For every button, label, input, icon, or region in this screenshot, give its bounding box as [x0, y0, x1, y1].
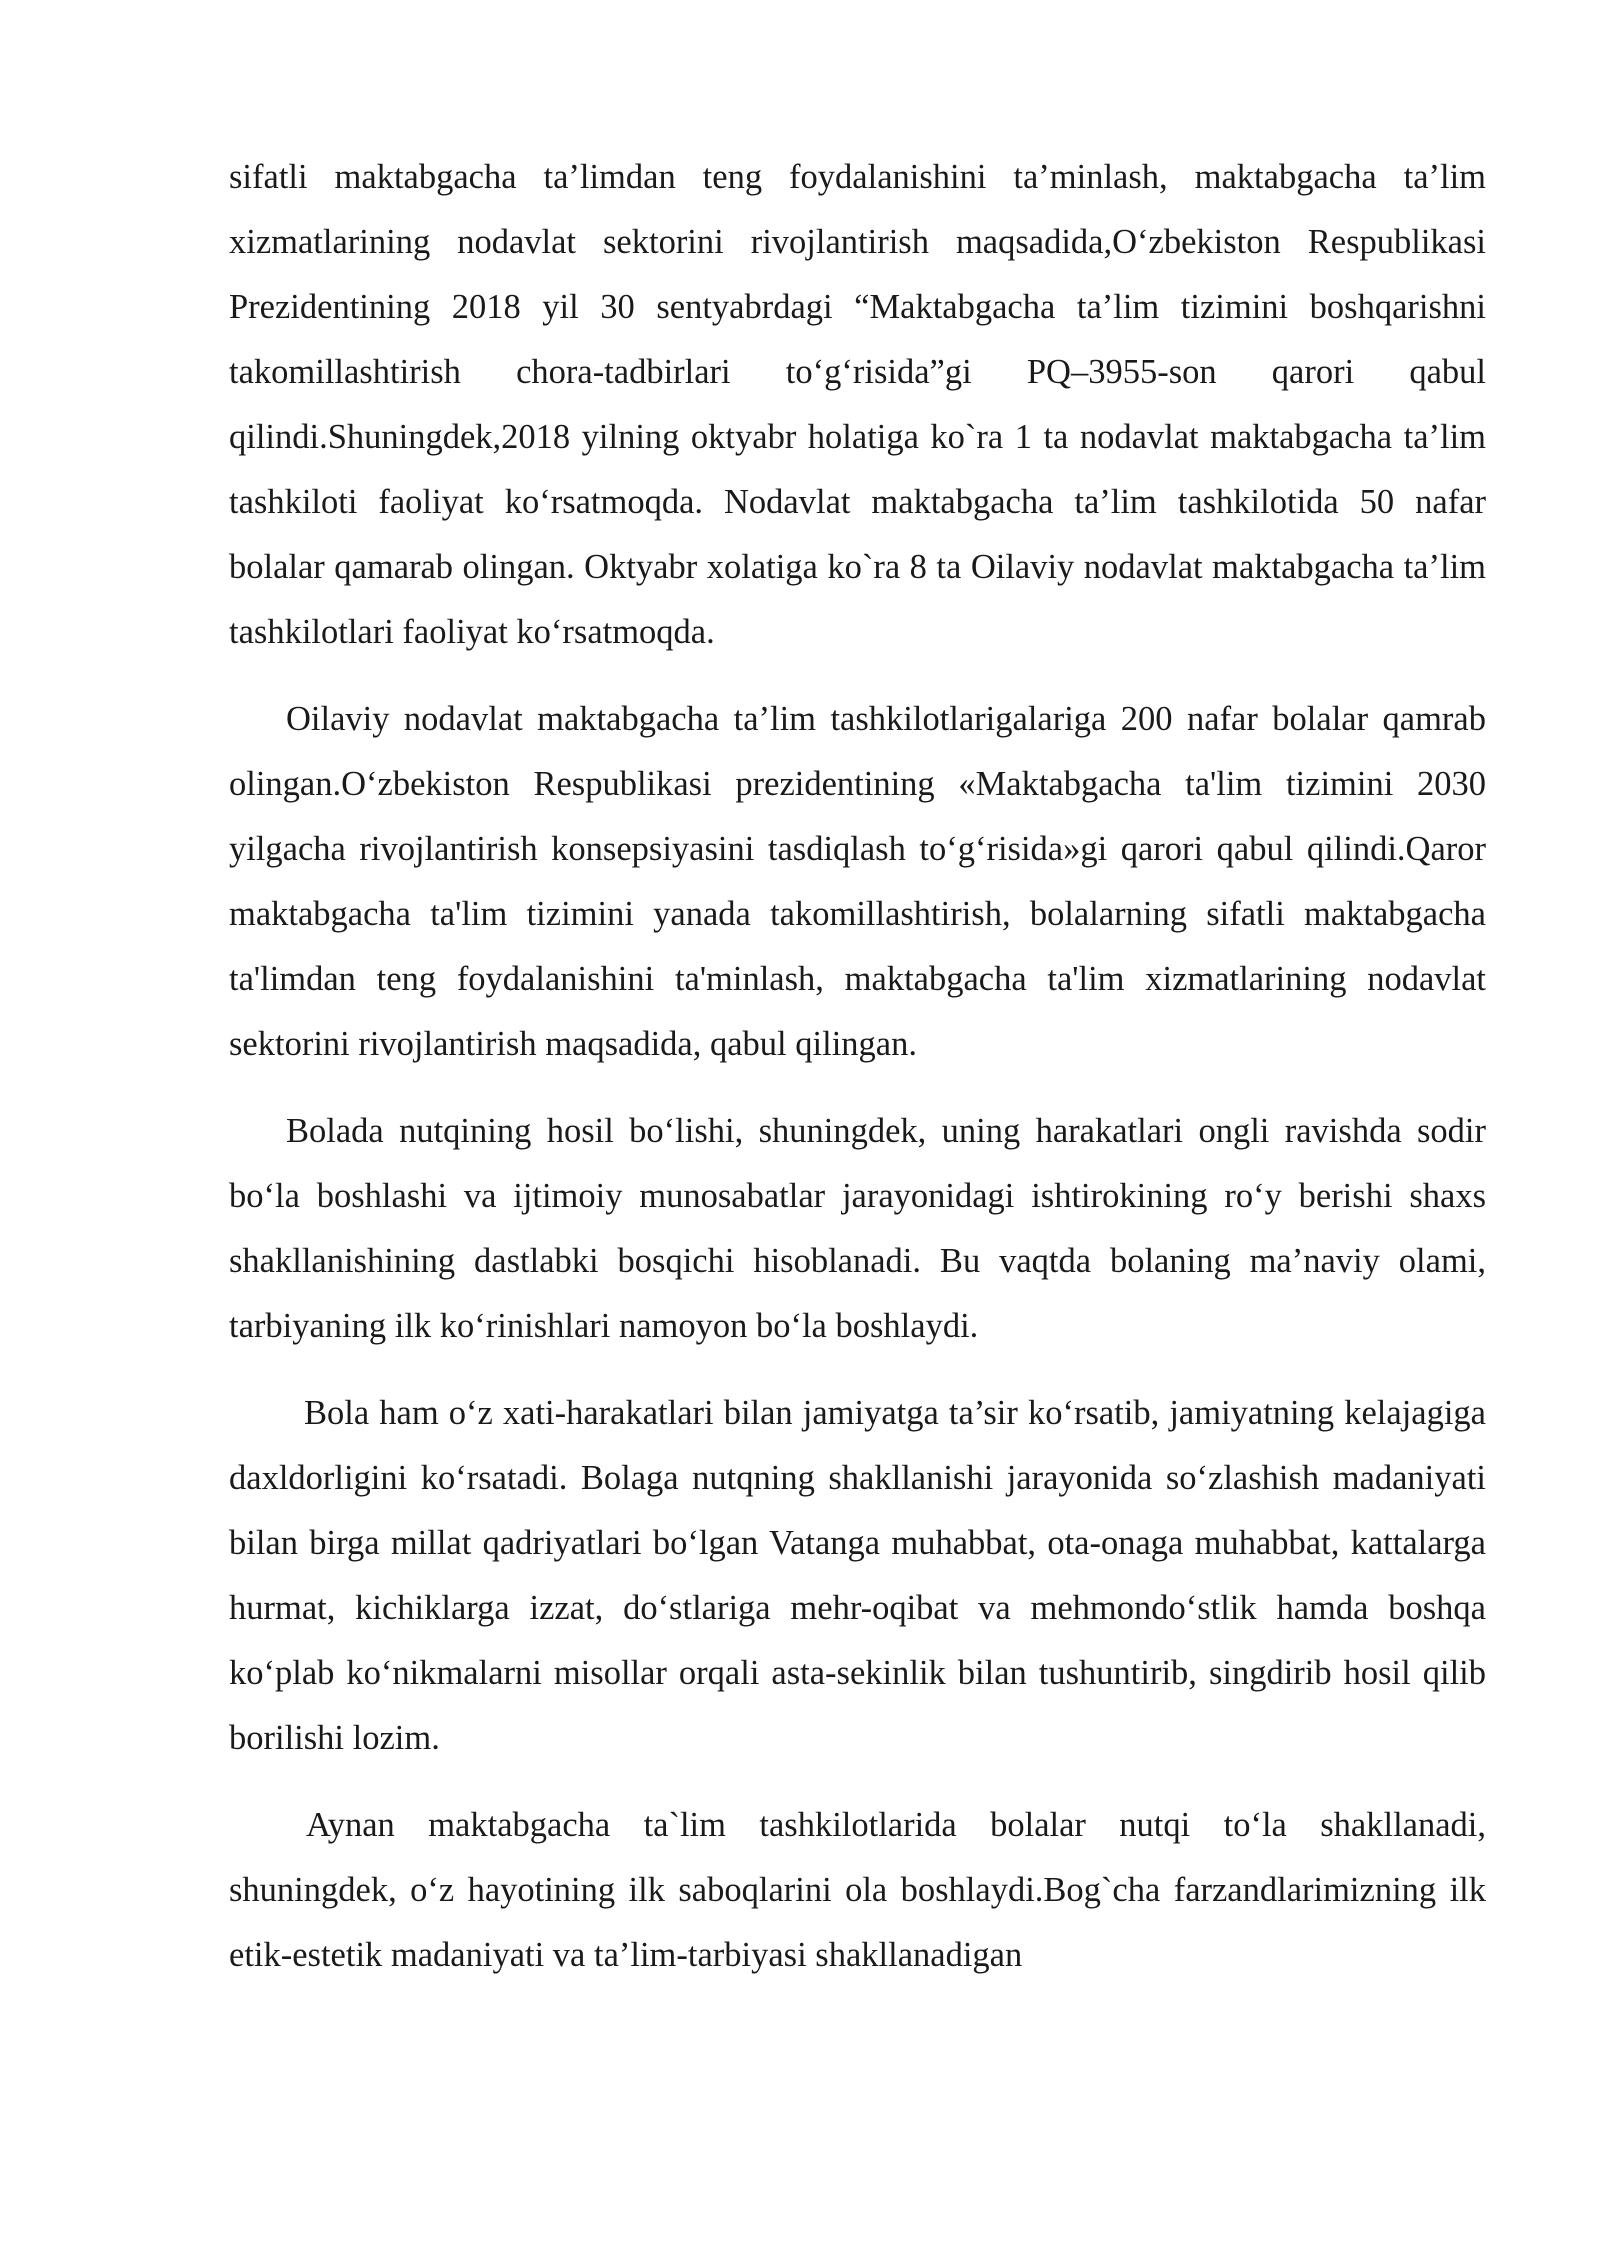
- document-body: [229, 145, 1486, 1988]
- paragraph: Bolada nutqining hosil bo‘lishi, shuningdek, uning harakatlari ongli ravishda sodir bo‘la boshlashi va ijtimoiy munosabatlar jarayonidagi ishtirokining ro‘y berishi shaxs shakllanishining dastlabki bosqichi hisoblanadi. Bu vaqtda bolaning ma’naviy olami, tarbiyaning ilk ko‘rinishlari namoyon bo‘la boshlaydi.: [229, 1112, 1486, 1345]
- paragraph: Oilaviy nodavlat maktabgacha ta’lim tashkilotlarigalariga 200 nafar bolalar qamrab olingan.O‘zbekiston Respublikasi prezidentining «Maktabgacha ta'lim tizimini 2030 yilgacha rivojlantirish konsepsiyasini tasdiqlash to‘g‘risida»gi qarori qabul qilindi.Qaror maktabgacha ta'lim tizimini yanada takomillashtirish, bolalarning sifatli maktabgacha ta'limdan teng foydalanishini ta'minlash, maktabgacha ta'lim xizmatlarining nodavlat sektorini rivojlantirish maqsadida, qabul qilingan.: [229, 700, 1486, 1063]
- paragraph: Aynan maktabgacha ta`lim tashkilotlarida bolalar nutqi to‘la shakllanadi, shuningdek, o‘z hayotining ilk saboqlarini ola boshlaydi.Bog`cha farzandlarimizning ilk etik-estetik madaniyati va ta’lim-tarbiyasi shakllanadigan: [229, 1806, 1486, 1974]
- paragraph: sifatli maktabgacha ta’limdan teng foydalanishini ta’minlash, maktabgacha ta’lim xizmatlarining nodavlat sektorini rivojlantirish maqsadida,O‘zbekiston Respublikasi Prezidentining 2018 yil 30 sentyabrdagi “Maktabgacha ta’lim tizimini boshqarishni takomillashtirish chora-tadbirlari to‘g‘risida”gi PQ–3955-son qarori qabul qilindi.Shuningdek,2018 yilning oktyabr holatiga ko`ra 1 ta nodavlat maktabgacha ta’lim tashkiloti faoliyat ko‘rsatmoqda. Nodavlat maktabgacha ta’lim tashkilotida 50 nafar bolalar qamarab olingan. Oktyabr xolatiga ko`ra 8 ta Oilaviy nodavlat maktabgacha ta’lim tashkilotlari faoliyat ko‘rsatmoqda.: [229, 158, 1486, 651]
- paragraph: Bola ham o‘z xati-harakatlari bilan jamiyatga ta’sir ko‘rsatib, jamiyatning kelajagiga daxldorligini ko‘rsatadi. Bolaga nutqning shakllanishi jarayonida so‘zlashish madaniyati bilan birga millat qadriyatlari bo‘lgan Vatanga muhabbat, ota-onaga muhabbat, kattalarga hurmat, kichiklarga izzat, do‘stlariga mehr-oqibat va mehmondo‘stlik hamda boshqa ko‘plab ko‘nikmalarni misollar orqali asta-sekinlik bilan tushuntirib, singdirib hosil qilib borilishi lozim.: [229, 1394, 1486, 1757]
